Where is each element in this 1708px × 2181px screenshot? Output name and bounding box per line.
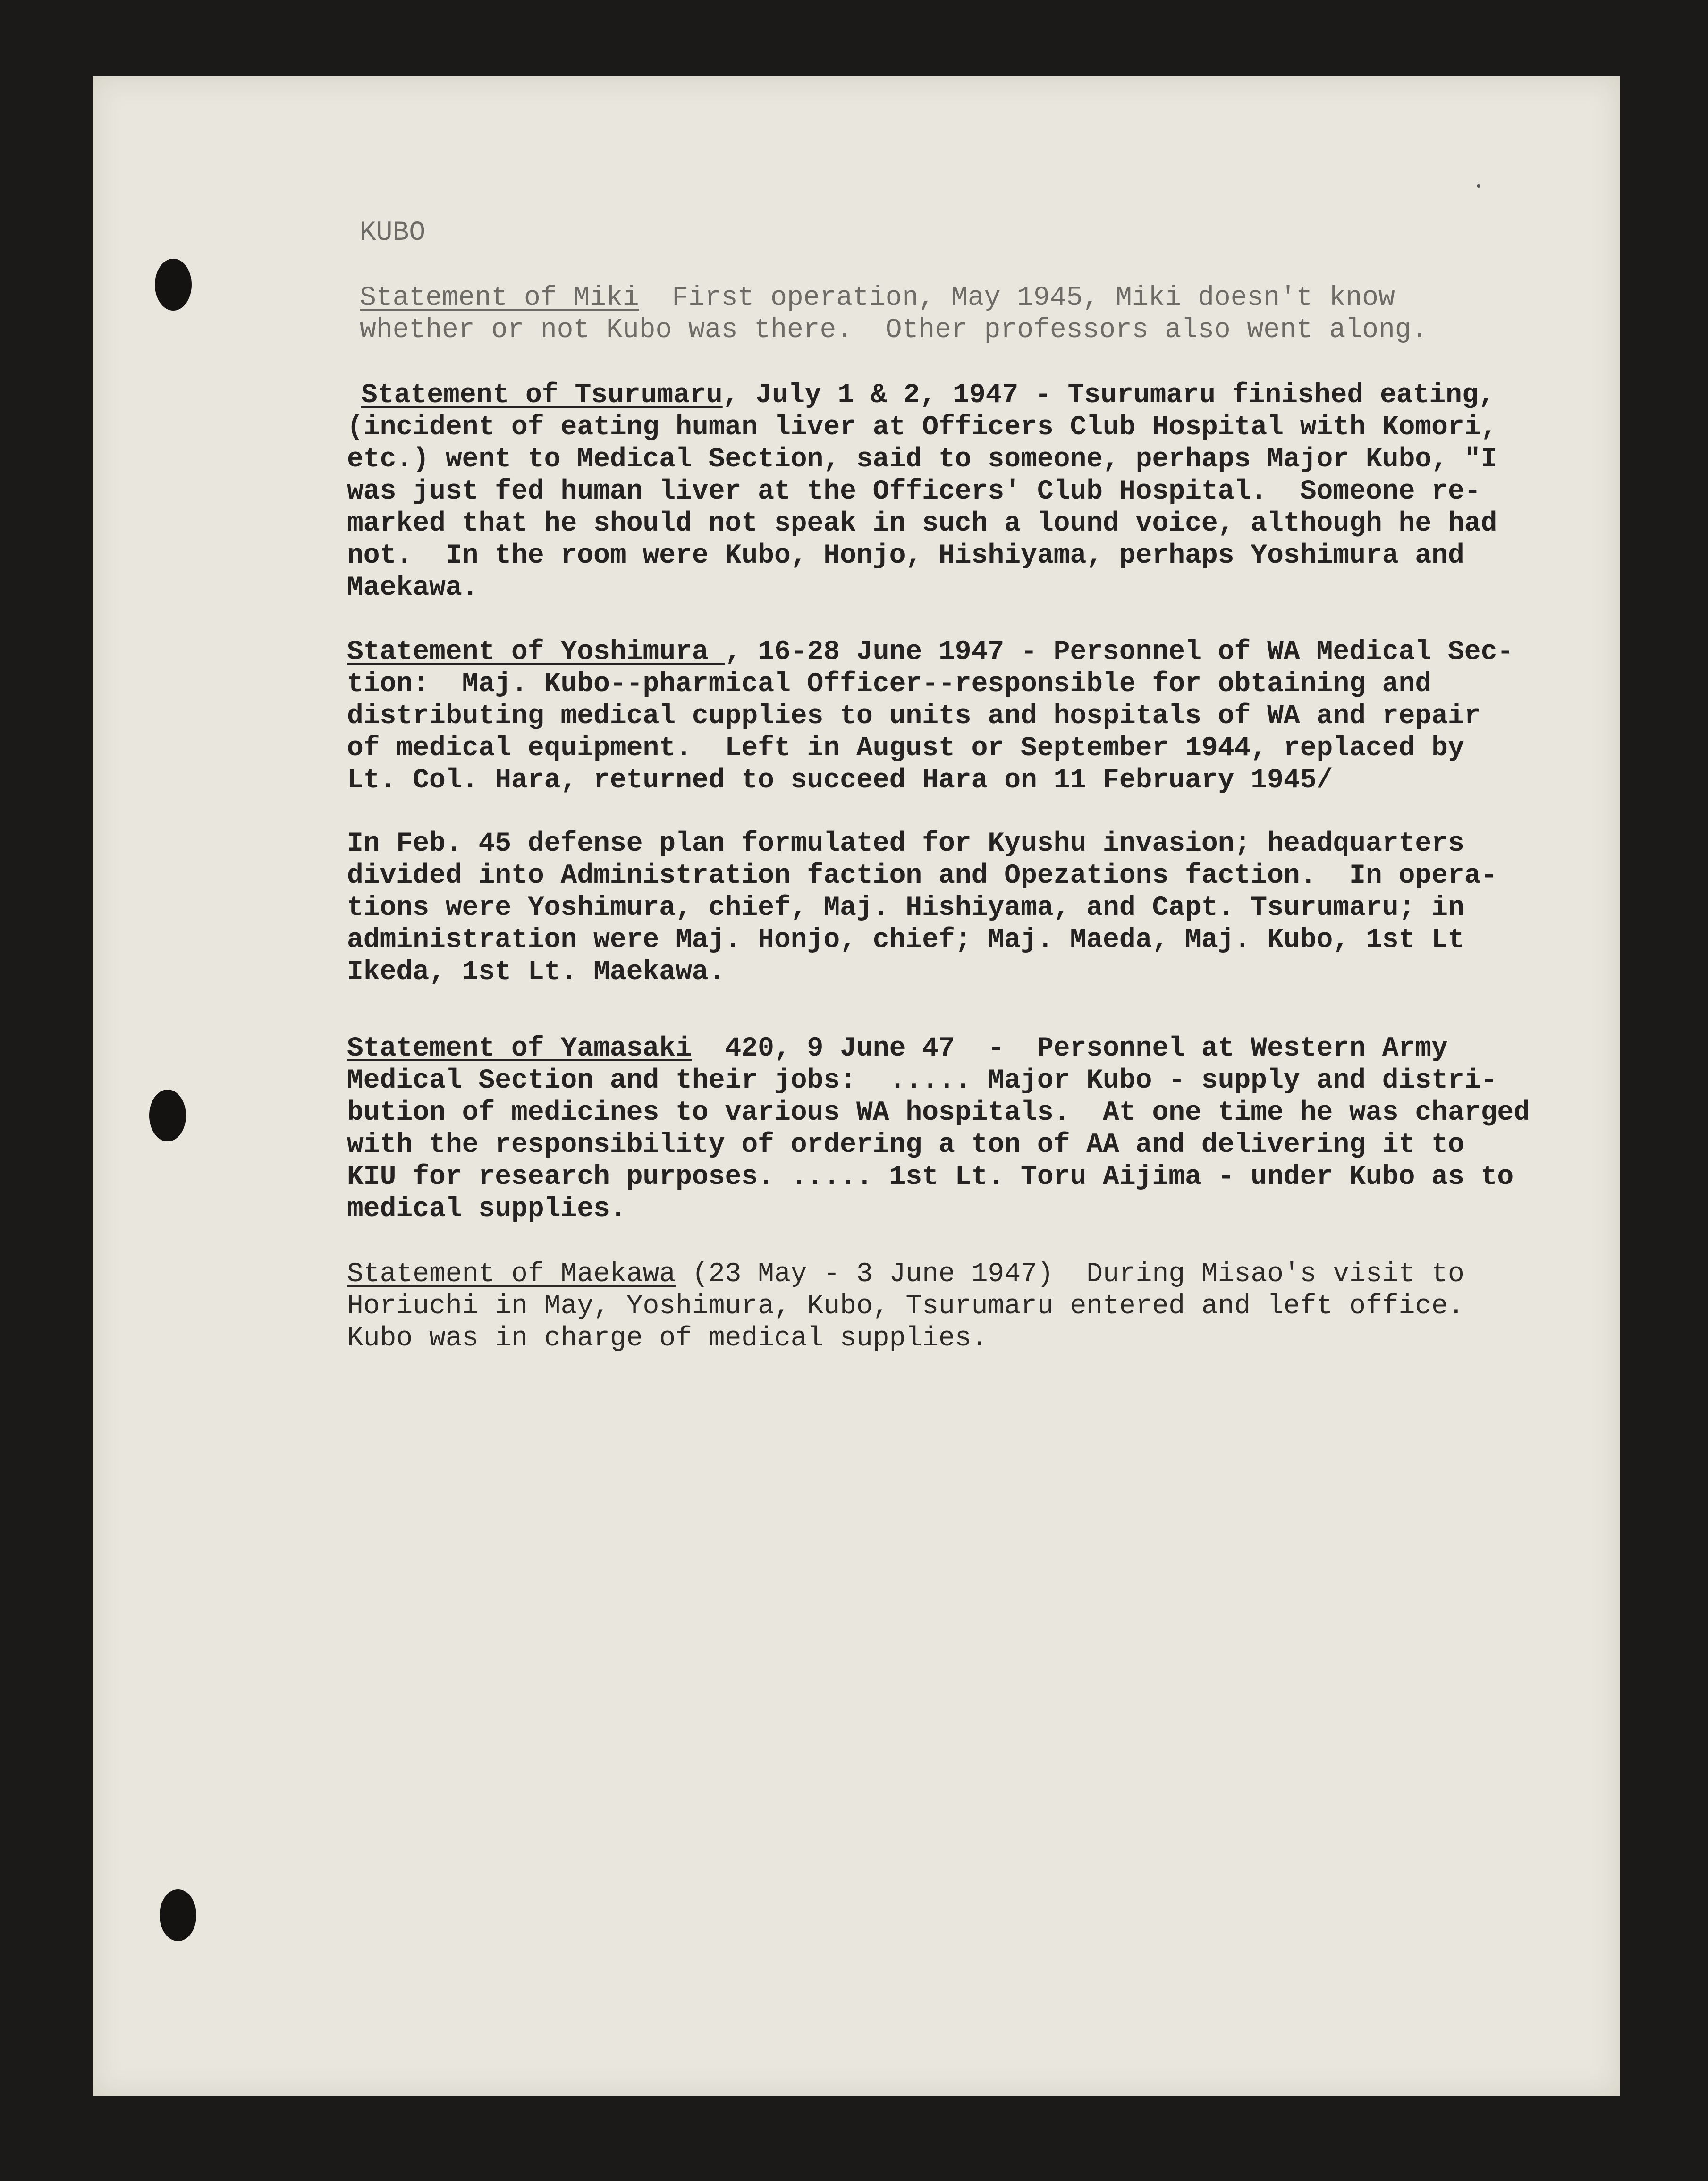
statement-maekawa-line-2: Horiuchi in May, Yoshimura, Kubo, Tsurumaru entered and left office.: [347, 1291, 1464, 1322]
statement-maekawa-line-3: Kubo was in charge of medical supplies.: [347, 1323, 988, 1354]
statement-yoshimura-line-1: Statement of Yoshimura , 16-28 June 1947 - Personnel of WA Medical Sec-: [347, 637, 1514, 668]
yoshimura-para2-line-4: administration were Maj. Honjo, chief; Maj. Maeda, Maj. Kubo, 1st Lt: [347, 925, 1464, 955]
yoshimura-para2-line-3: tions were Yoshimura, chief, Maj. Hishiyama, and Capt. Tsurumaru; in: [347, 893, 1464, 923]
statement-yamasaki-heading: Statement of Yamasaki: [347, 1033, 692, 1064]
statement-miki-heading: Statement of Miki: [360, 283, 639, 313]
statement-tsurumaru-line-4: was just fed human liver at the Officers' Club Hospital. Someone re-: [347, 476, 1481, 507]
yoshimura-para2-line-2: divided into Administration faction and Opezations faction. In opera-: [347, 861, 1497, 891]
statement-tsurumaru-heading: Statement of Tsurumaru: [361, 380, 723, 411]
statement-yamasaki-line-5: KIU for research purposes. ..... 1st Lt. Toru Aijima - under Kubo as to: [347, 1162, 1514, 1192]
statement-yoshimura-heading: Statement of Yoshimura: [347, 637, 725, 668]
statement-yamasaki-line-2: Medical Section and their jobs: ..... Major Kubo - supply and distri-: [347, 1065, 1497, 1096]
statement-tsurumaru-line-2: (incident of eating human liver at Officers Club Hospital with Komori,: [347, 412, 1497, 443]
statement-maekawa-heading: Statement of Maekawa: [347, 1259, 676, 1290]
yoshimura-para2-line-1: In Feb. 45 defense plan formulated for Kyushu invasion; headquarters: [347, 828, 1464, 859]
statement-maekawa-line-1: Statement of Maekawa (23 May - 3 June 1947) During Misao's visit to: [347, 1259, 1464, 1290]
statement-yoshimura-line-5: Lt. Col. Hara, returned to succeed Hara on 11 February 1945/: [347, 765, 1333, 796]
binder-hole-bottom: [160, 1889, 196, 1941]
statement-tsurumaru-line-7: Maekawa.: [347, 573, 479, 603]
page-title: KUBO: [360, 218, 426, 248]
statement-yamasaki-line-3: bution of medicines to various WA hospitals. At one time he was charged: [347, 1098, 1530, 1128]
statement-yoshimura-line-3: distributing medical cupplies to units and hospitals of WA and repair: [347, 701, 1481, 732]
statement-miki-line-2: whether or not Kubo was there. Other professors also went along.: [360, 315, 1428, 346]
statement-tsurumaru-line-1: Statement of Tsurumaru, July 1 & 2, 1947 - Tsurumaru finished eating,: [361, 380, 1495, 411]
statement-yoshimura-line-2: tion: Maj. Kubo--pharmical Officer--responsible for obtaining and: [347, 669, 1432, 700]
statement-tsurumaru-line-3: etc.) went to Medical Section, said to someone, perhaps Major Kubo, "I: [347, 444, 1497, 475]
statement-tsurumaru-line-5: marked that he should not speak in such a lound voice, although he had: [347, 508, 1497, 539]
yoshimura-para2-line-5: Ikeda, 1st Lt. Maekawa.: [347, 957, 725, 988]
statement-yamasaki-line-6: medical supplies.: [347, 1194, 626, 1225]
paper-speck: [1477, 184, 1480, 188]
statement-yamasaki-line-4: with the responsibility of ordering a ton of AA and delivering it to: [347, 1130, 1464, 1160]
binder-hole-top: [155, 259, 192, 311]
statement-yamasaki-line-1: Statement of Yamasaki 420, 9 June 47 - Personnel at Western Army: [347, 1033, 1448, 1064]
binder-hole-middle: [149, 1090, 186, 1141]
statement-miki-line-1: Statement of Miki First operation, May 1945, Miki doesn't know: [360, 283, 1395, 313]
statement-tsurumaru-line-6: not. In the room were Kubo, Honjo, Hishiyama, perhaps Yoshimura and: [347, 541, 1464, 571]
statement-yoshimura-line-4: of medical equipment. Left in August or September 1944, replaced by: [347, 733, 1464, 764]
